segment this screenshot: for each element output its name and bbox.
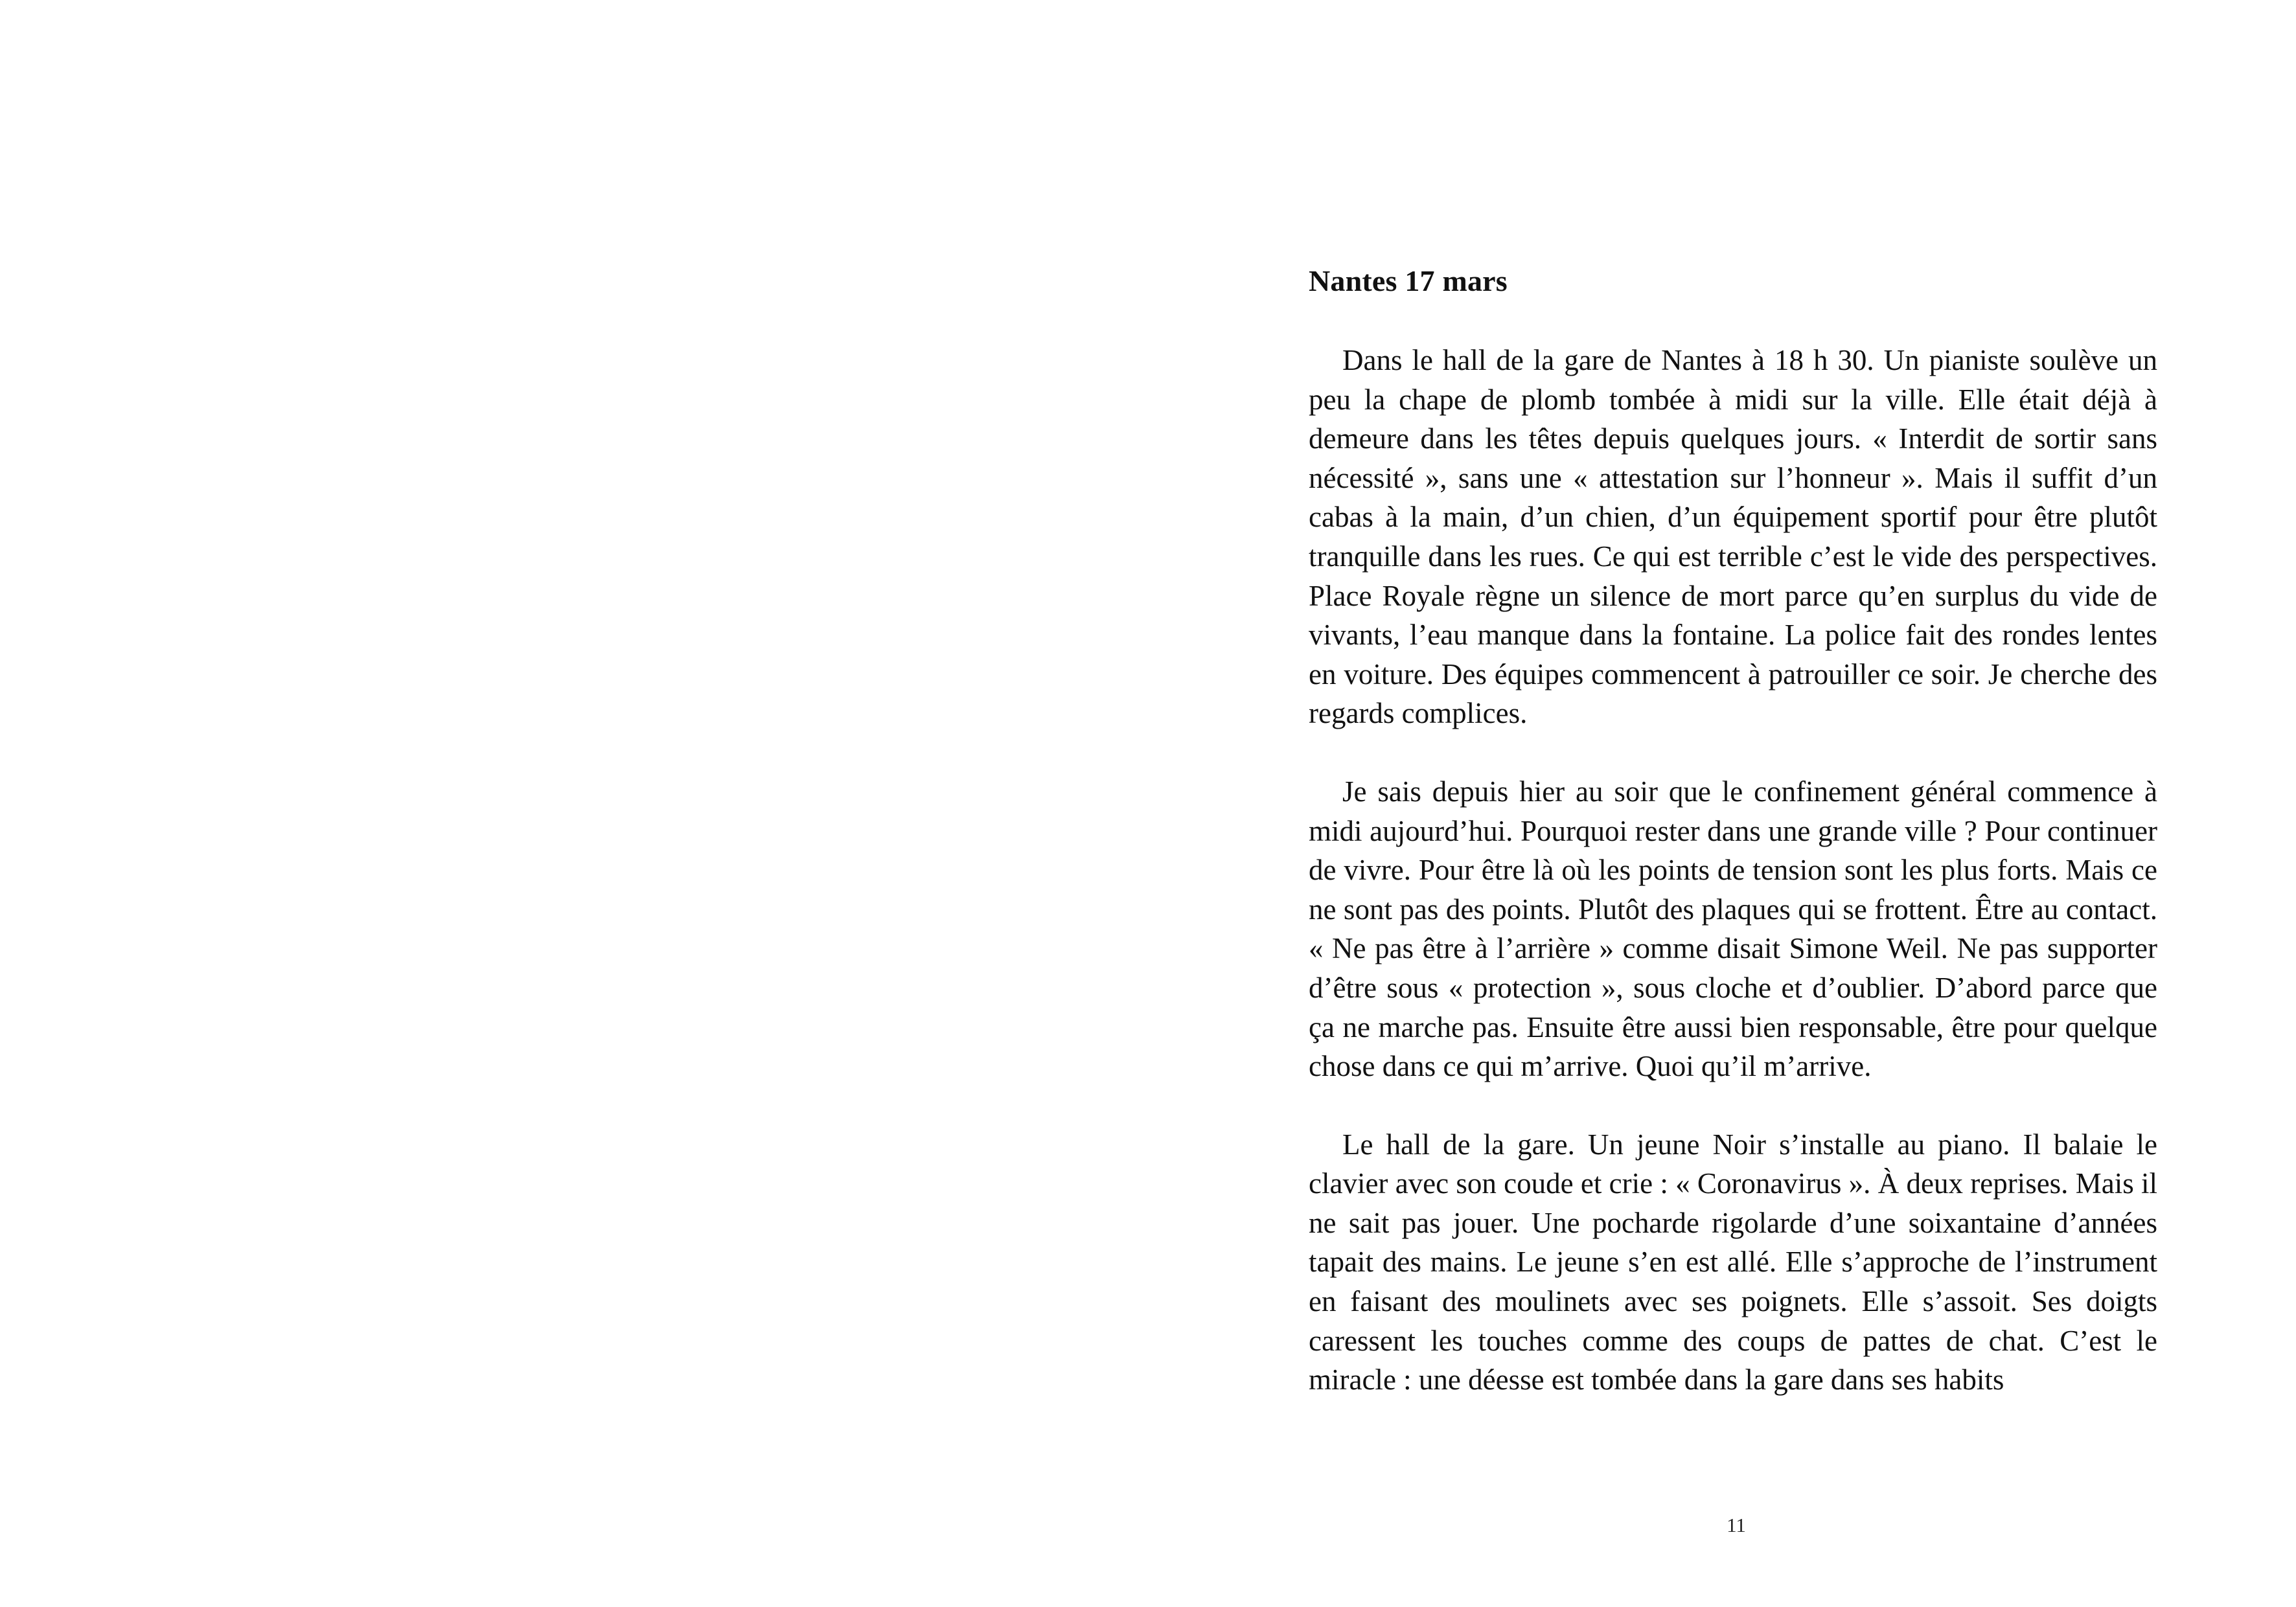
text-block <box>1309 262 2157 1400</box>
paragraph-3: Le hall de la gare. Un jeune Noir s’installe au piano. Il balaie le clavier avec son coude et crie : « Coronavirus ». À deux reprises. Mais il ne sait pas jouer. Une pocharde rigolarde d’une soixantaine d’années tapait des mains. Le jeune s’en est allé. Elle s’approche de l’instrument en faisant des moulinets avec ses poignets. Elle s’assoit. Ses doigts caressent les touches comme des coups de pattes de chat. C’est le miracle : une déesse est tombée dans la gare dans ses habits <box>1309 1128 2157 1396</box>
right-page <box>1148 0 2296 1607</box>
paragraph-2: Je sais depuis hier au soir que le confinement général commence à midi aujourd’hui. Pourquoi rester dans une grande ville ? Pour continuer de vivre. Pour être là où les points de tension sont les plus forts. Mais ce ne sont pas des points. Plutôt des plaques qui se frottent. Être au contact. « Ne pas être à l’arrière » comme disait Simone Weil. Ne pas supporter d’être sous « protection », sous cloche et d’oublier. D’abord parce que ça ne marche pas. Ensuite être aussi bien responsable, être pour quelque chose dans ce qui m’arrive. Quoi qu’il m’arrive. <box>1309 775 2157 1083</box>
chapter-title: Nantes 17 mars <box>1309 264 1508 297</box>
page-number: 11 <box>1727 1514 1746 1536</box>
paragraph-1: Dans le hall de la gare de Nantes à 18 h 30. Un pianiste soulève un peu la chape de plomb tombée à midi sur la ville. Elle était déjà à demeure dans les têtes depuis quelques jours. « Interdit de sortir sans nécessité », sans une « attestation sur l’honneur ». Mais il suffit d’un cabas à la main, d’un chien, d’un équipement sportif pour être plutôt tranquille dans les rues. Ce qui est terrible c’est le vide des perspectives. Place Royale règne un silence de mort parce qu’en surplus du vide de vivants, l’eau manque dans la fontaine. La police fait des rondes lentes en voiture. Des équipes commencent à patrouiller ce soir. Je cherche des regards complices. <box>1309 344 2157 730</box>
